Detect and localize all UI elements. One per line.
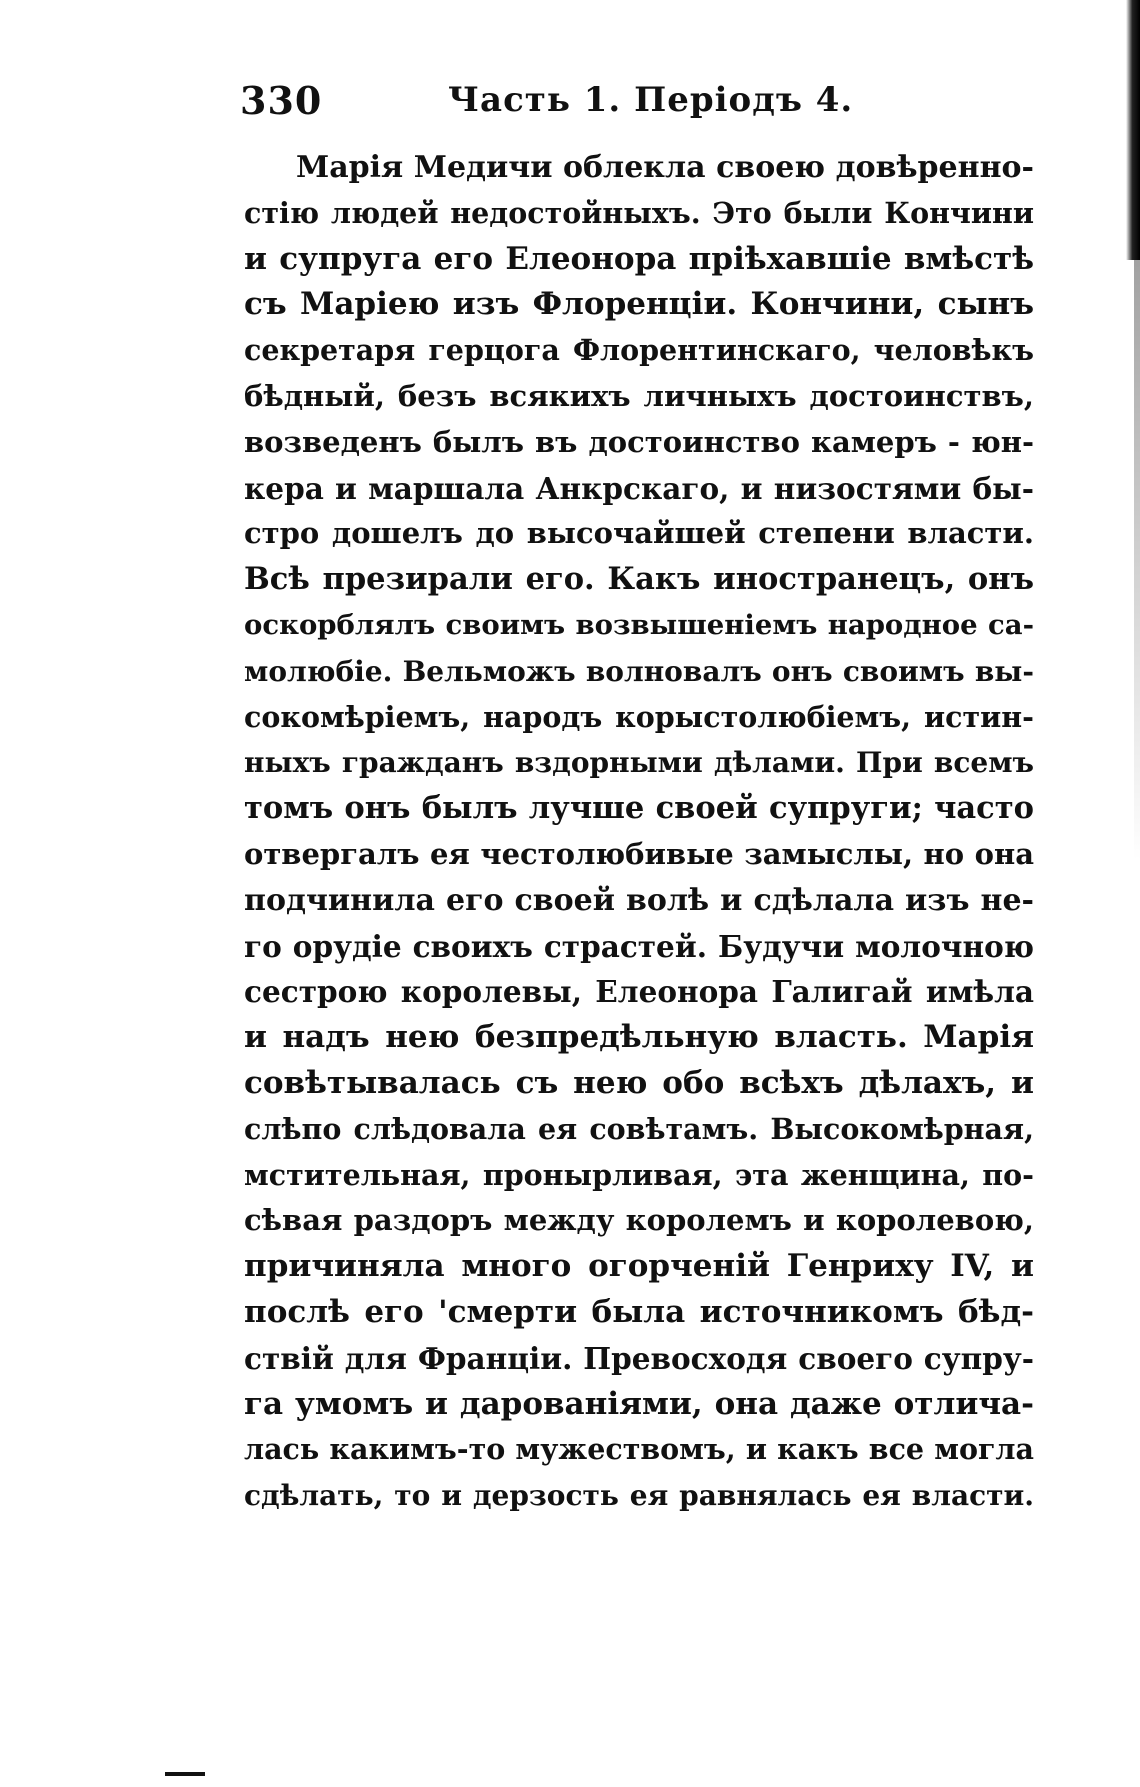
body-text bbox=[244, 145, 1034, 1519]
page-header bbox=[240, 78, 1040, 138]
text-line: Всѣ презирали его. Какъ иностранецъ, онъ bbox=[244, 561, 1034, 598]
text-line: стiю людей недостойныхъ. Это были Кончини bbox=[244, 195, 1034, 230]
page-number: 330 bbox=[240, 78, 323, 123]
text-line: молюбiе. Вельможъ волновалъ онъ своимъ вы- bbox=[244, 654, 1034, 688]
text-line: томъ онъ былъ лучше своей супруги; часто bbox=[244, 790, 1034, 827]
text-line: лась какимъ-то мужествомъ, и какъ все могла bbox=[244, 1432, 1034, 1467]
text-line: съ Марiею изъ Флоренцiи. Кончини, сынъ bbox=[244, 286, 1034, 323]
text-line: сдѣлать, то и дерзость ея равнялась ея власти. bbox=[244, 1479, 1034, 1513]
scan-binding-shadow bbox=[1126, 0, 1140, 260]
text-line: мстительная, пронырливая, эта женщина, по- bbox=[244, 1157, 1034, 1192]
text-line: стро дошелъ до высочайшей степени власти. bbox=[244, 516, 1034, 551]
scan-edge-shadow bbox=[1134, 260, 1140, 860]
text-line: слѣпо слѣдовала ея совѣтамъ. Высокомѣрная, bbox=[244, 1111, 1034, 1146]
text-line: га умомъ и дарованiями, она даже отлича- bbox=[244, 1385, 1034, 1422]
text-line: оскорблялъ своимъ возвышенiемъ народное са- bbox=[244, 608, 1034, 641]
text-line: отвергалъ ея честолюбивые замыслы, но она bbox=[244, 836, 1034, 871]
text-line: совѣтывалась съ нею обо всѣхъ дѣлахъ, и bbox=[244, 1064, 1034, 1101]
text-line: бѣдный, безъ всякихъ личныхъ достоинствъ, bbox=[244, 378, 1034, 413]
text-line: причиняла много огорченiй Генриху IV, и bbox=[244, 1248, 1034, 1285]
scan-corner-mark bbox=[165, 1772, 205, 1776]
text-line: сокомѣрiемъ, народъ корыстолюбiемъ, истин- bbox=[244, 699, 1034, 734]
text-line: подчинила его своей волѣ и сдѣлала изъ не- bbox=[244, 882, 1034, 918]
text-line: сестрою королевы, Елеонора Галигай имѣла bbox=[244, 974, 1034, 1010]
text-line: ствiй для Францiи. Превосходя своего супру- bbox=[244, 1340, 1034, 1376]
text-line: кера и маршала Анкрскаго, и низостями бы- bbox=[244, 470, 1034, 506]
text-line: секретаря герцога Флорентинскаго, человѣкъ bbox=[244, 333, 1034, 368]
running-head: Часть 1. Перiодъ 4. bbox=[448, 80, 854, 120]
text-line: и надъ нею безпредѣльную власть. Марiя bbox=[244, 1019, 1034, 1056]
text-line: го орудiе своихъ страстей. Будучи молочною bbox=[244, 928, 1034, 964]
text-line: ныхъ гражданъ вздорными дѣлами. При всемъ bbox=[244, 746, 1034, 780]
text-line: сѣвая раздоръ между королемъ и королевою, bbox=[244, 1203, 1034, 1238]
text-line: возведенъ былъ въ достоинство камеръ - юн- bbox=[244, 424, 1034, 459]
text-line: и супруга его Елеонора прiѣхавшiе вмѣстѣ bbox=[244, 240, 1034, 277]
text-line: послѣ его 'смерти была источникомъ бѣд- bbox=[244, 1293, 1034, 1330]
text-line: Марiя Медичи облекла своею довѣренно- bbox=[296, 150, 1034, 185]
